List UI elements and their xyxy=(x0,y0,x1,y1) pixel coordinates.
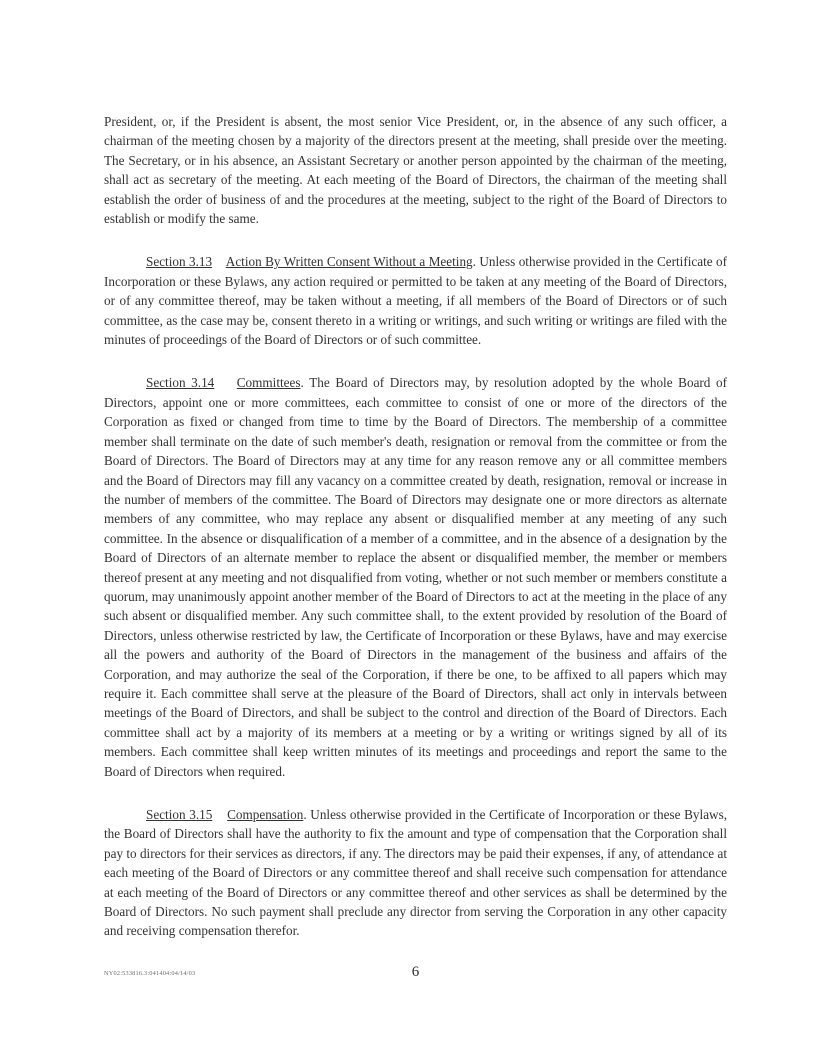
paragraph-section-3-14 xyxy=(104,373,727,781)
paragraph-meetings-continued xyxy=(104,112,727,228)
paragraph-spacer xyxy=(104,362,727,373)
section-label-gap xyxy=(214,375,237,390)
paragraph-text: President, or, if the President is absent, the most senior Vice President, or, in the absence of any such officer, a chairman of the meeting chosen by a majority of the directors present at the meeting, shall preside over the meeting. The Secretary, or in his absence, an Assistant Secretary or another person appointed by the chairman of the meeting, shall act as secretary of the meeting. At each meeting of the Board of Directors, the chairman of the meeting shall establish the order of business of and the procedures at the meeting, subject to the right of the Board of Directors to establish or modify the same. xyxy=(104,114,727,227)
paragraph-spacer xyxy=(104,241,727,252)
paragraph-section-3-13 xyxy=(104,252,727,349)
document-body xyxy=(104,112,727,941)
paragraph-text: . Unless otherwise provided in the Certificate of Incorporation or these Bylaws, the Board of Directors shall have the authority to fix the amount and type of compensation that the Corporation shall pay to directors for their services as directors, if any. The directors may be paid their expenses, if any, of attendance at each meeting of the Board of Directors or any committee thereof and shall receive such compensation for attendance at each meeting of the Board of Directors or any committee thereof and other services as shall be determined by the Board of Directors. No such payment shall preclude any director from serving the Corporation in any other capacity and receiving compensation therefor. xyxy=(104,807,727,939)
page-footer xyxy=(104,959,727,980)
paragraph-text: . The Board of Directors may, by resolution adopted by the whole Board of Directors, appoint one or more committees, each committee to consist of one or more of the directors of the Corporation as fixed or changed from time to time by the Board of Directors. The membership of a committee member shall terminate on the date of such member's death, resignation or removal from the committee or from the Board of Directors. The Board of Directors may at any time for any reason remove any or all committee members and the Board of Directors may fill any vacancy on a committee created by death, resignation, removal or increase in the number of members of the committee. The Board of Directors may designate one or more directors as alternate members of any committee, who may replace any absent or disqualified member at any meeting of any such committee. In the absence or disqualification of a member of a committee, and in the absence of a designation by the Board of Directors of an alternate member to replace the absent or disqualified member, the member or members thereof present at any meeting and not disqualified from voting, whether or not such member or members constitute a quorum, may unanimously appoint another member of the Board of Directors to act at the meeting in the place of any such absent or disqualified member. Any such committee shall, to the extent provided by resolution of the Board of Directors, unless otherwise restricted by law, the Certificate of Incorporation or these Bylaws, have and may exercise all the powers and authority of the Board of Directors in the management of the business and affairs of the Corporation, and may authorize the seal of the Corporation, if there be one, to be affixed to all papers which may require it. Each committee shall serve at the pleasure of the Board of Directors, shall act only in intervals between meetings of the Board of Directors, and shall be subject to the control and direction of the Board of Directors. Each committee shall act by a majority of its members at a meeting or by a writing or writings signed by all of its members. Each committee shall keep written minutes of its meetings and proceedings and report the same to the Board of Directors when required. xyxy=(104,375,728,779)
paragraph-section-3-15 xyxy=(104,805,727,941)
paragraph-text: . Unless otherwise provided in the Certificate of Incorporation or these Bylaws, any action required or permitted to be taken at any meeting of the Board of Directors, or of any committee thereof, may be taken without a meeting, if all members of the Board of Directors or of such committee, as the case may be, consent thereto in a writing or writings, and such writing or writings are filed with the minutes of proceedings of the Board of Directors or of such committee. xyxy=(104,254,728,348)
section-label-gap xyxy=(212,254,226,269)
section-label-3-14: Section 3.14 xyxy=(146,375,215,391)
section-label-3-13: Section 3.13 xyxy=(146,254,213,270)
paragraph-spacer xyxy=(104,794,727,805)
document-reference-code: NY02:533816.3:041404:04/14/03 xyxy=(104,970,196,977)
section-title-3-15: Compensation xyxy=(227,807,304,822)
section-label-gap xyxy=(212,807,227,822)
section-label-3-15: Section 3.15 xyxy=(146,807,213,822)
page-number: 6 xyxy=(411,964,420,980)
section-title-3-14: Committees xyxy=(236,375,301,391)
section-title-3-13: Action By Written Consent Without a Meeting xyxy=(225,254,473,270)
